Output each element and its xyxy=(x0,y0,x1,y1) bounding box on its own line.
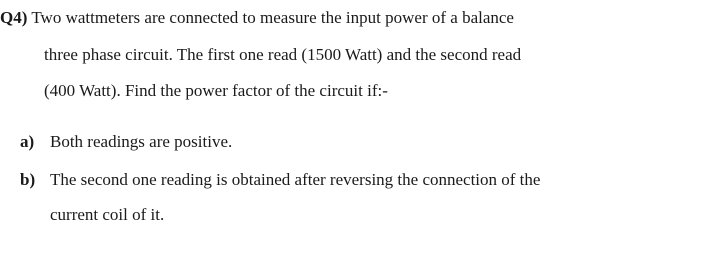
question-text-line-1: Two wattmeters are connected to measure the input power of a balance xyxy=(31,8,514,27)
question-number: Q4) xyxy=(0,8,28,27)
question-line-3 xyxy=(44,81,388,101)
part-a xyxy=(20,132,232,152)
part-b-continuation xyxy=(50,205,164,225)
question-line-1 xyxy=(0,8,514,28)
question-text-line-2: three phase circuit. The first one read (1500 Watt) and the second read xyxy=(44,45,522,64)
part-b-text: The second one reading is obtained after reversing the connection of the xyxy=(50,170,541,189)
part-b xyxy=(20,170,540,190)
part-b-label: b) xyxy=(20,170,36,189)
question-line-2 xyxy=(44,45,521,65)
part-a-label: a) xyxy=(20,132,35,151)
question-text-line-3: (400 Watt). Find the power factor of the circuit if:- xyxy=(44,81,388,100)
part-a-text: Both readings are positive. xyxy=(50,132,233,151)
part-b-text-continued: current coil of it. xyxy=(50,205,165,224)
